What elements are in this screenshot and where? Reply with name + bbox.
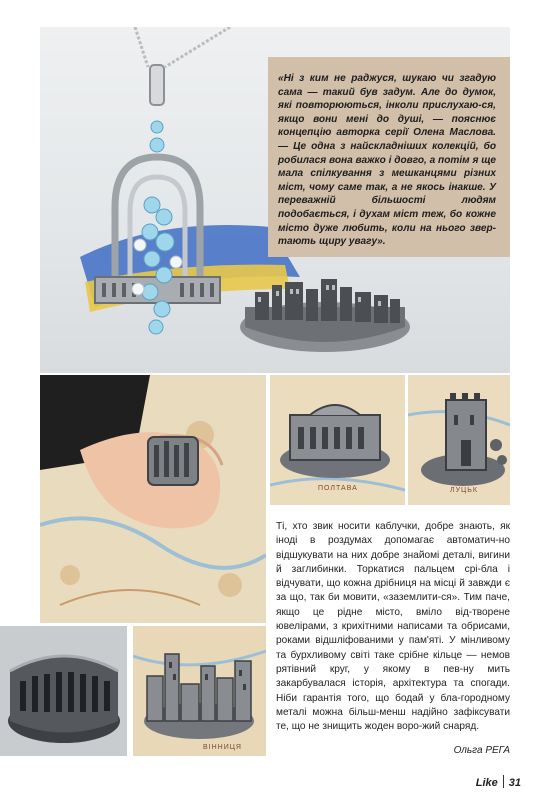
body-text: Ті, хто звик носити каблучки, добре знають, як іноді в роздумах допомагає автоматич-но відшукувати на них добре знайомі деталі, вигини й заглибинки. Торкатися пальцем срі-бла і відчувати, що кожна дрібниця на місці й завжди є за що, так би мовити, «заземлити-ся». Тим паче, якщо це рідне місто, вміло від-творене ювелірами, з крихітними написами та обрисами, роками відшліфованими у пам'яті. У мінливому та бурхливому світі таке срібне кільце — немов рятівний круг, у якому в пев-ну мить закарбувалася історія, архітектура та спогади. Ніби гарантія того, що бодай у бла-городному металі можна більш-менш надійно зафіксувати те, що не знищить жоден воро-жий снаряд. bbox=[276, 521, 510, 733]
photo-ring-poltava bbox=[270, 375, 405, 505]
footer-divider bbox=[503, 775, 504, 788]
map-label-lutsk: ЛУЦЬК bbox=[450, 487, 478, 494]
photo-hand-ring-map bbox=[40, 375, 266, 623]
magazine-name: Like bbox=[475, 777, 498, 789]
ring-vinnytsia-illustration bbox=[133, 626, 266, 756]
page-number: 31 bbox=[508, 777, 521, 789]
photo-ring-lutsk bbox=[408, 375, 510, 505]
ring-dark-illustration bbox=[0, 626, 127, 756]
page-footer bbox=[476, 775, 521, 789]
photo-ring-vinnytsia bbox=[133, 626, 266, 756]
map-label-vinnytsia: ВІННИЦЯ bbox=[203, 744, 242, 751]
author-signature: Ольга РЕГА bbox=[453, 745, 510, 756]
map-label-poltava: ПОЛТАВА bbox=[318, 485, 358, 492]
photo-ring-dark bbox=[0, 626, 127, 756]
ring-lutsk-illustration bbox=[408, 375, 510, 505]
quote-text: «Ні з ким не раджуся, шукаю чи згадую сама — такий був задум. Але до думок, які повторюються, інколи прислухаю-ся, якщо вони мені до душі, — пояснює концепцію авторка серії Олена Маслова. — Це одна з найскладніших колекцій, бо робилася вона важко і довго, а потім я ще мала спілкування з мешканцями різних міст, чому саме так, а не якось інакше. У переважній більшості людям подобається, і духам міст теж, бо кожне місто дуже любить, коли на нього звер-тають щиру увагу». bbox=[278, 73, 496, 248]
hand-ring-illustration bbox=[40, 375, 266, 623]
